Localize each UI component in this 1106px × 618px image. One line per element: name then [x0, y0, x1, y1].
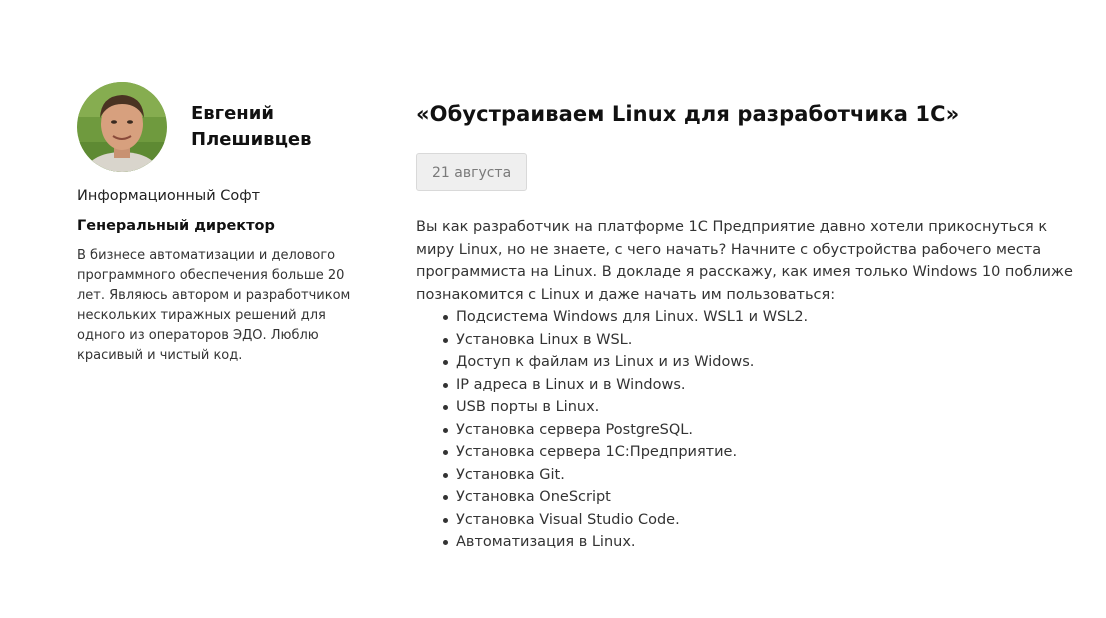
list-item	[456, 419, 1086, 442]
bullet-icon	[443, 383, 448, 388]
topic-text: Автоматизация в Linux.	[456, 534, 636, 550]
avatar	[77, 82, 167, 172]
talk-title: «Обустраиваем Linux для разработчика 1С»	[416, 102, 960, 126]
bullet-icon	[443, 518, 448, 523]
bullet-icon	[443, 540, 448, 545]
topic-text: Установка Git.	[456, 466, 565, 483]
list-item	[456, 464, 1086, 487]
list-item	[456, 441, 1086, 464]
list-item	[456, 531, 1086, 554]
list-item	[456, 351, 1086, 374]
topic-text: Установка сервера PostgreSQL.	[456, 421, 693, 438]
bullet-icon	[443, 495, 448, 500]
topic-text: Установка Visual Studio Code.	[456, 511, 680, 528]
speaker-header	[77, 82, 367, 172]
avatar-photo	[77, 82, 167, 172]
topic-text: Подсистема Windows для Linux. WSL1 и WSL2.	[456, 309, 809, 325]
speaker-name	[191, 101, 351, 153]
topic-text: Установка сервера 1С:Предприятие.	[456, 444, 738, 460]
list-item	[456, 329, 1086, 352]
topic-text: Доступ к файлам из Linux и из Widows.	[456, 354, 755, 370]
speaker-card	[77, 82, 367, 366]
date-badge: 21 августа	[416, 153, 527, 191]
talk-description-text: Вы как разработчик на платформе 1С Предприятие давно хотели прикоснуться к миру Linux, но не знаете, с чего начать? Начните с обустройства рабочего места программиста на Linux. В докладе я расскажу, как имея только Windows 10 поближе познакомится с Linux и даже начать им пользоваться:	[416, 219, 1073, 303]
list-item	[456, 509, 1086, 532]
list-item	[456, 306, 1086, 329]
bullet-icon	[443, 450, 448, 455]
topic-text: Установка OneScript	[456, 489, 611, 505]
bullet-icon	[443, 405, 448, 410]
topic-text: USB порты в Linux.	[456, 399, 600, 415]
speaker-company: Информационный Софт	[77, 188, 261, 204]
topics-list	[416, 306, 1086, 554]
speaker-last-name: Плешивцев	[191, 129, 312, 150]
talk-details	[416, 98, 1086, 554]
bullet-icon	[443, 473, 448, 478]
speaker-first-name: Евгений	[191, 103, 274, 124]
topic-text: IP адреса в Linux и в Windows.	[456, 376, 686, 393]
bullet-icon	[443, 360, 448, 365]
topic-text: Установка Linux в WSL.	[456, 331, 633, 348]
speaker-position: Генеральный директор	[77, 218, 275, 234]
bullet-icon	[443, 315, 448, 320]
list-item	[456, 486, 1086, 509]
bullet-icon	[443, 428, 448, 433]
list-item	[456, 396, 1086, 419]
talk-description	[416, 216, 1086, 554]
list-item	[456, 374, 1086, 397]
speaker-bio: В бизнесе автоматизации и делового программного обеспечения больше 20 лет. Являюсь автором и разработчиком нескольких тиражных решений для одного из операторов ЭДО. Люблю красивый и чистый код.	[77, 248, 351, 363]
bullet-icon	[443, 338, 448, 343]
